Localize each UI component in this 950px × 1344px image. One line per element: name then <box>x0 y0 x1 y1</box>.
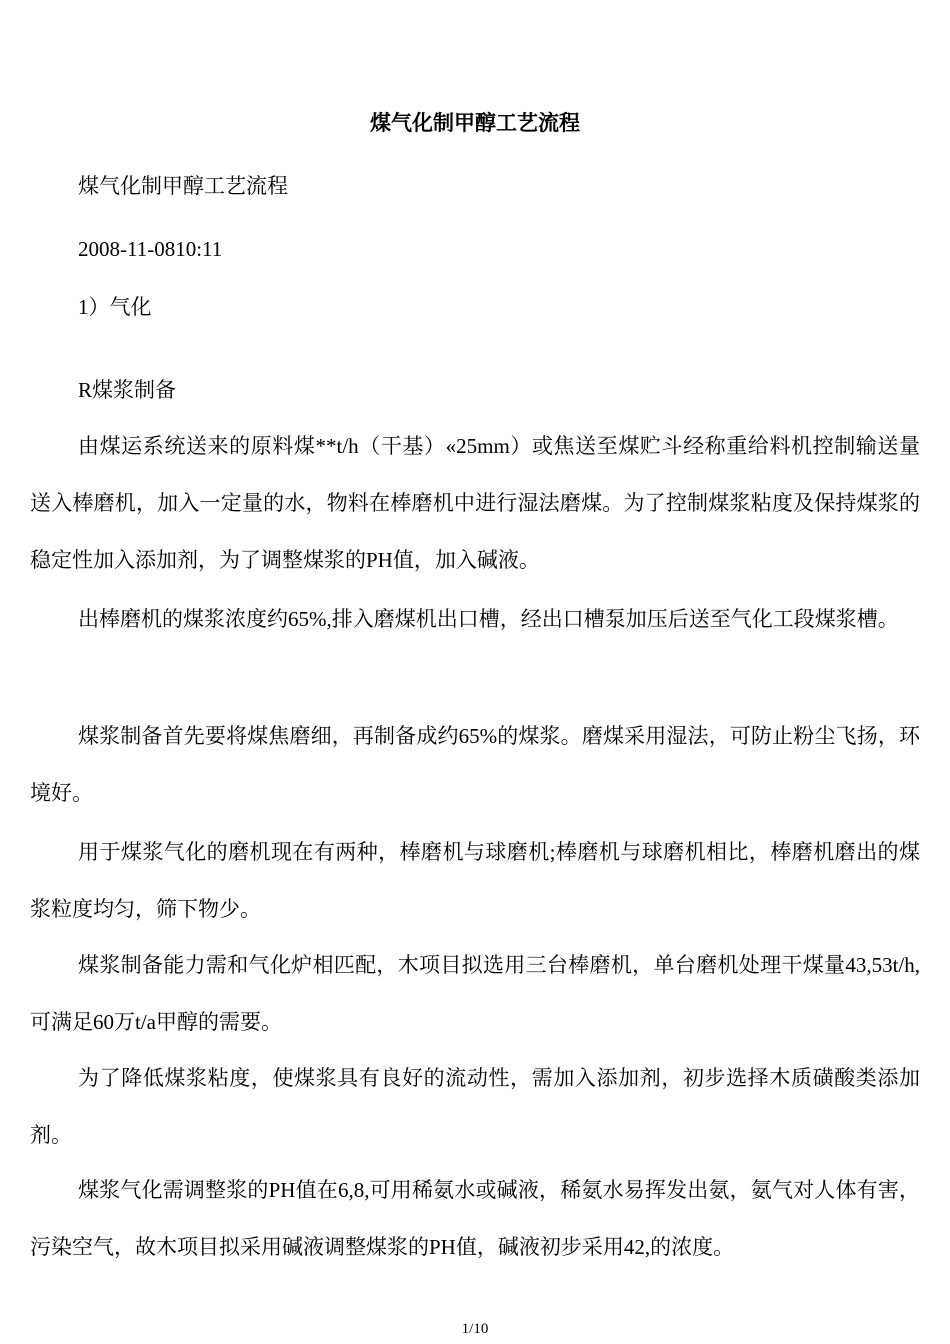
paragraph-ph-adjustment: 煤浆气化需调整浆的PH值在6,8,可用稀氨水或碱液，稀氨水易挥发出氨，氨气对人体有害，污染空气，故木项目拟采用碱液调整煤浆的PH值，碱液初步采用42,的浓度。 <box>30 1178 920 1259</box>
subsection-heading: R煤浆制备 <box>78 378 177 402</box>
paragraph-additive: 为了降低煤浆粘度，使煤浆具有良好的流动性，需加入添加剂，初步选择木质磺酸类添加剂。 <box>30 1066 920 1147</box>
paragraph-wet-grinding: 煤浆制备首先要将煤焦磨细，再制备成约65%的煤浆。磨煤采用湿法，可防止粉尘飞扬，环境好。 <box>30 724 920 805</box>
paragraph-raw-coal-feed: 由煤运系统送来的原料煤**t/h（干基）«25mm）或焦送至煤贮斗经称重给料机控制输送量送入棒磨机，加入一定量的水，物料在棒磨机中进行湿法磨煤。为了控制煤浆粘度及保持煤浆的稳定性加入添加剂，为了调整煤浆的PH值，加入碱液。 <box>30 434 920 572</box>
document-subtitle: 煤气化制甲醇工艺流程 <box>78 174 288 198</box>
paragraph-mill-output: 出棒磨机的煤浆浓度约65%,排入磨煤机出口槽，经出口槽泵加压后送至气化工段煤浆槽。 <box>78 607 899 631</box>
paragraph-mill-capacity: 煤浆制备能力需和气化炉相匹配，木项目拟选用三台棒磨机，单台磨机处理干煤量43,53t/h,可满足60万t/a甲醇的需要。 <box>30 953 920 1034</box>
page-number: 1/10 <box>461 1321 489 1337</box>
paragraph-mill-types: 用于煤浆气化的磨机现在有两种，棒磨机与球磨机;棒磨机与球磨机相比，棒磨机磨出的煤浆粒度均匀，筛下物少。 <box>30 840 920 921</box>
document-title: 煤气化制甲醇工艺流程 <box>370 111 580 135</box>
section-heading: 1）气化 <box>78 295 152 319</box>
document-date: 2008-11-0810:11 <box>78 237 223 261</box>
